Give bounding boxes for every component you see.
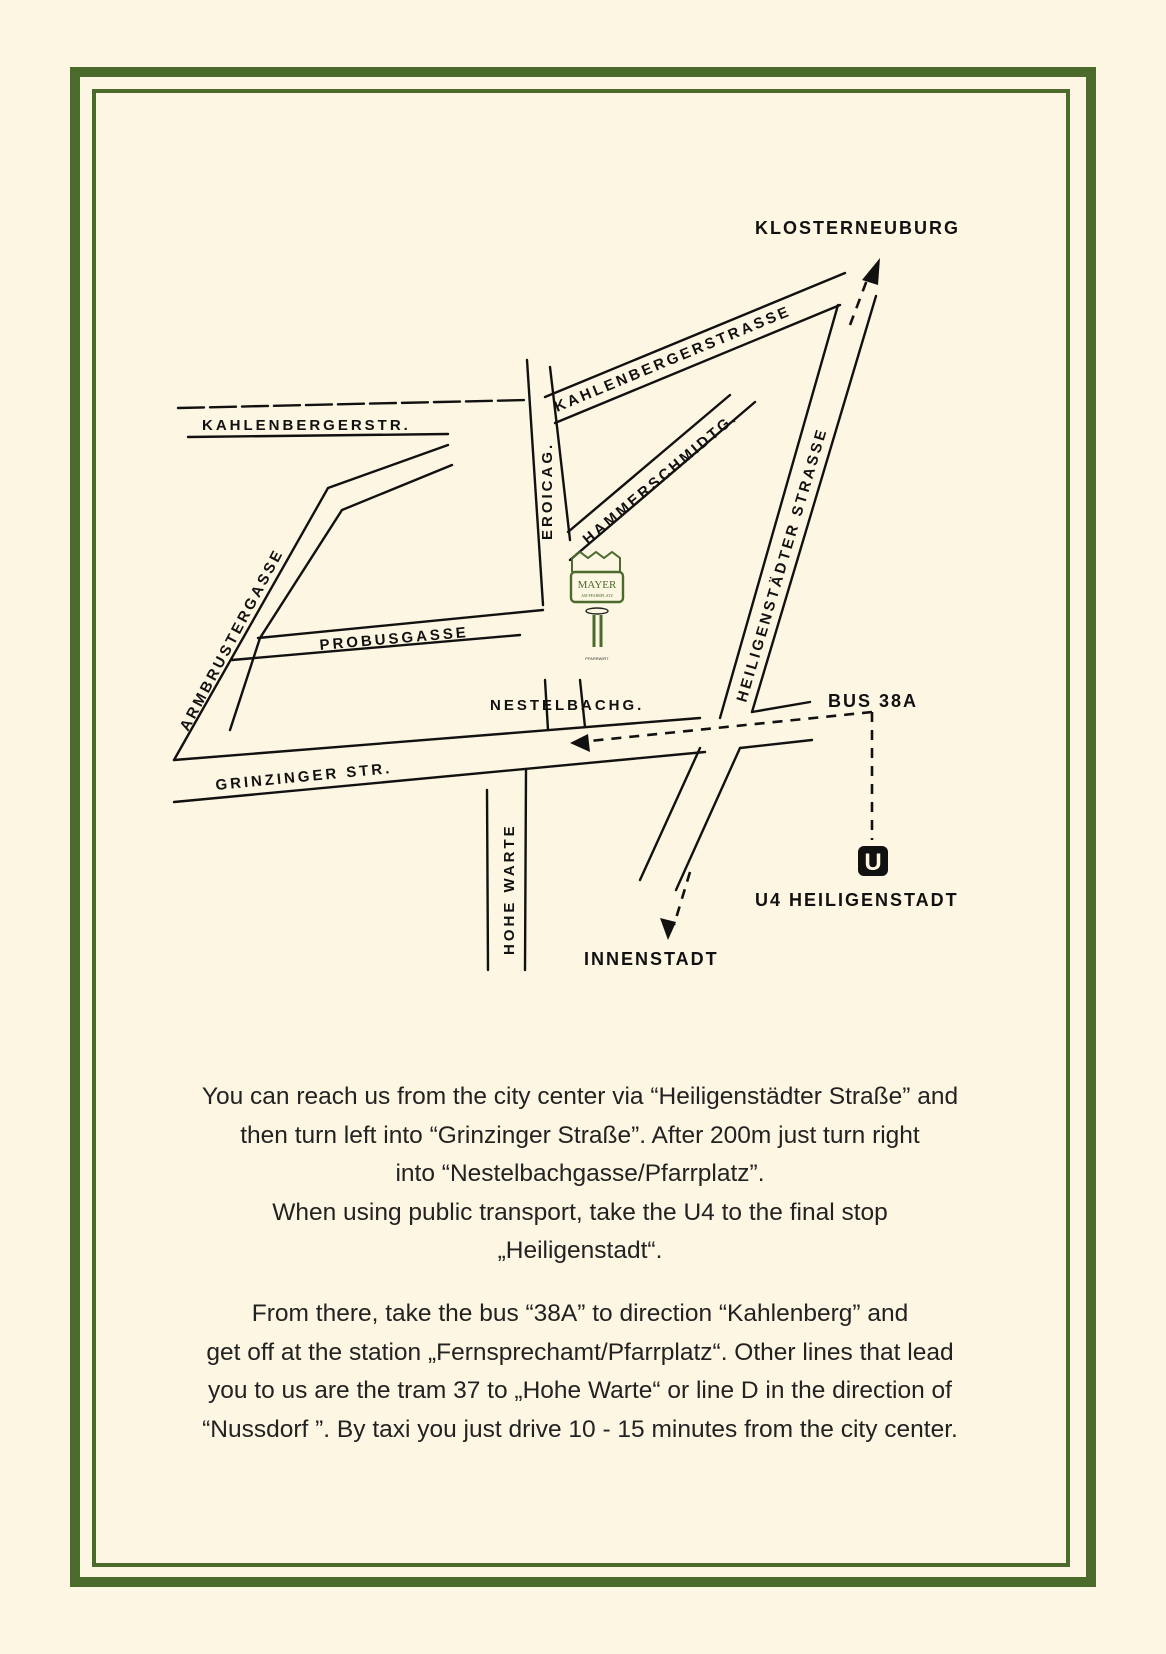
- road-hohe-warte-west: [487, 790, 488, 970]
- label-innenstadt: INNENSTADT: [584, 949, 719, 969]
- paragraph-1-line: You can reach us from the city center via “Heiligenstädter Straße” and: [201, 1083, 959, 1110]
- road-hohe-warte-east: [525, 770, 526, 970]
- label-probusgasse: PROBUSGASSE: [318, 624, 470, 654]
- label-grinzinger-strasse: GRINZINGER STR.: [214, 760, 394, 794]
- road-armbrustergasse-west: [174, 445, 448, 760]
- label-u4-heiligenstadt: U4 HEILIGENSTADT: [755, 890, 959, 910]
- paragraph-2-line: you to us are the tram 37 to „Hohe Warte“ or line D in the direction of: [208, 1377, 952, 1405]
- road-heiligenstaedter-west: [720, 305, 838, 718]
- label-armbrustergasse: ARMBRUSTERGASSE: [176, 545, 288, 734]
- label-nestelbachgasse: NESTELBACHG.: [490, 697, 645, 714]
- directions-paragraph-1: [130, 1078, 1030, 1271]
- label-kahlenbergerstr: KAHLENBERGERSTR.: [202, 417, 411, 434]
- road-kahlenbergerstr-south: [188, 434, 448, 437]
- label-kahlenbergerstrasse: KAHLENBERGERSTRASSE: [552, 302, 794, 416]
- u-bahn-letter: U: [864, 849, 882, 876]
- route-bus-38a: [580, 712, 872, 742]
- arrow-bus-icon: [570, 734, 590, 752]
- road-kahlenbergerstr-north: [178, 400, 527, 408]
- label-eroicagasse: EROICAG.: [539, 441, 556, 540]
- label-bus-38a: BUS 38A: [828, 691, 919, 711]
- paragraph-2-line: From there, take the bus “38A” to direction “Kahlenberg” and: [251, 1299, 909, 1327]
- label-heiligenstaedter-strasse: HEILIGENSTÄDTER STRASSE: [733, 425, 831, 705]
- paragraph-1-line: into “Nestelbachgasse/Pfarrplatz”.: [395, 1160, 765, 1188]
- logo-subtitle: AM PFARRPLATZ: [581, 593, 613, 598]
- road-innenstadt-west: [640, 748, 700, 880]
- label-klosterneuburg: KLOSTERNEUBURG: [755, 218, 961, 238]
- route-to-innenstadt: [674, 872, 690, 925]
- road-grinzinger-east-south: [740, 740, 812, 748]
- road-innenstadt-east: [676, 748, 740, 890]
- restaurant-logo: [571, 552, 623, 661]
- paragraph-1-line: then turn left into “Grinzinger Straße”. After 200m just turn right: [240, 1121, 920, 1149]
- directions-text: [130, 1078, 1030, 1449]
- label-hammerschmidtgasse: HAMMERSCHMIDTG.: [579, 408, 742, 549]
- arrow-innenstadt-icon: [660, 918, 676, 940]
- paragraph-2-line: “Nussdorf ”. By taxi you just drive 10 - 15 minutes from the city center.: [202, 1415, 958, 1443]
- logo-sign: PFARRWIRT: [585, 656, 609, 661]
- road-heiligenstaedter-east: [752, 296, 876, 712]
- paragraph-2-line: get off at the station „Fernsprechamt/Pfarrplatz“. Other lines that lead: [206, 1338, 954, 1366]
- road-kahlenbergerstrasse-north: [545, 273, 845, 397]
- arrow-klosterneuburg-icon: [862, 258, 880, 285]
- logo-name: MAYER: [577, 579, 617, 591]
- paragraph-1-line: „Heiligenstadt“.: [497, 1237, 663, 1265]
- road-grinzinger-east-north: [752, 702, 810, 712]
- road-kahlenbergerstrasse-south: [555, 305, 840, 423]
- directions-paragraph-2: [130, 1295, 1030, 1449]
- road-hammerschmidtgasse-north: [568, 395, 730, 532]
- paragraph-1-line: When using public transport, take the U4 to the final stop: [272, 1198, 888, 1226]
- label-hohe-warte: HOHE WARTE: [501, 823, 518, 955]
